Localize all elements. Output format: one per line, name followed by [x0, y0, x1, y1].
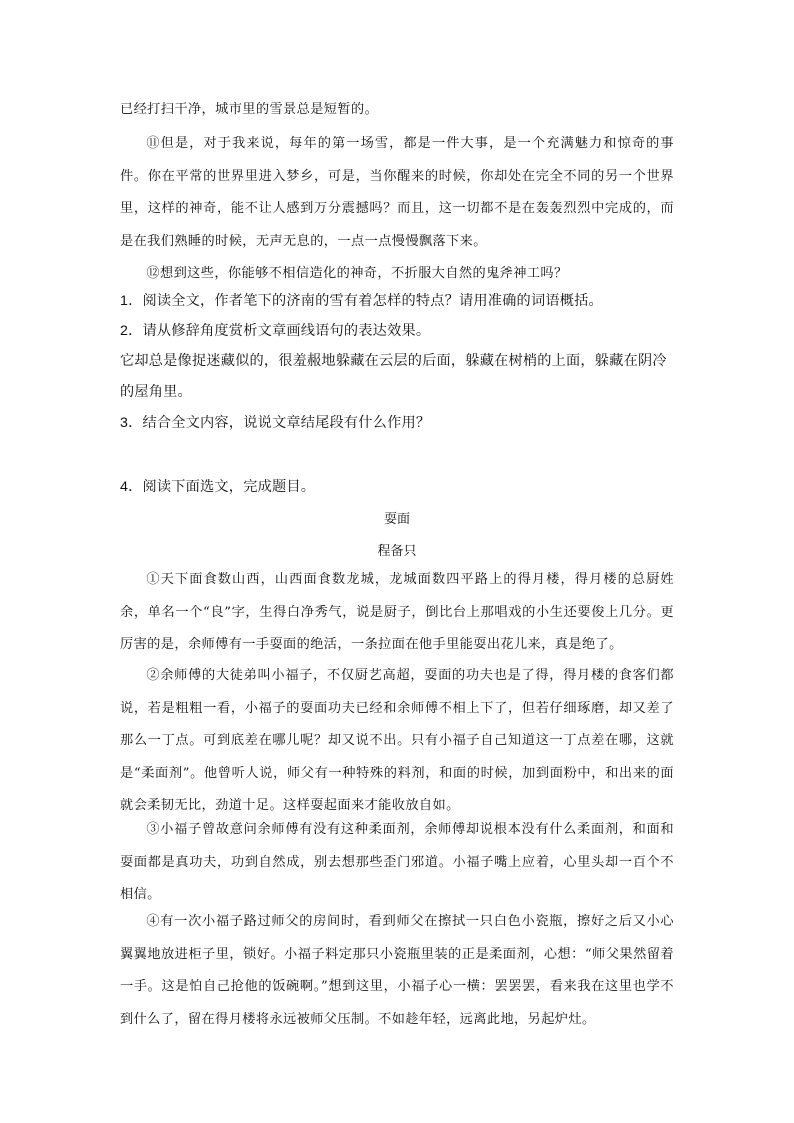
question-1: 1．阅读全文，作者笔下的济南的雪有着怎样的特点？请用准确的词语概括。 [120, 293, 603, 309]
question-2: 2．请从修辞角度赏析文章画线语句的表达效果。 [120, 323, 431, 339]
question-3: 3．结合全文内容，说说文章结尾段有什么作用？ [120, 415, 431, 431]
story-title: 耍面 [383, 512, 410, 527]
paragraph-12: ⑫想到这些，你能够不相信造化的神奇，不折服大自然的鬼斧神工吗？ [146, 266, 568, 281]
story-author: 程备只 [377, 544, 417, 559]
story-paragraph-4: ④有一次小福子路过师父的房间时，看到师父在擦拭一只白色小瓷瓶，擦好之后又小心翼翼地放进柜子里，锁好。小福子料定那只小瓷瓶里装的正是柔面剂，心想：“师父果然留着一手。这是怕自己抢他的饭碗啊。”想到这里，小福子心一横：罢罢罢，看来我在这里也学不到什么了，留在得月楼将永远被师父压制。不如趁年轻，远离此地，另起炉灶。 [120, 914, 674, 1027]
question-2-quote: 它却总是像捉迷藏似的，很羞赧地躲藏在云层的后面，躲藏在树梢的上面，躲藏在阴冷的屋角里。 [120, 353, 667, 400]
story-paragraph-1: ①天下面食数山西，山西面食数龙城，龙城面数四平路上的得月楼，得月楼的总厨姓余，单名一个“良”字，生得白净秀气，说是厨子，倒比台上那唱戏的小生还要俊上几分。更厉害的是，余师傅有一手耍面的绝活，一条拉面在他手里能耍出花儿来，真是绝了。 [120, 572, 674, 653]
story-paragraph-2: ②余师傅的大徒弟叫小福子，不仅厨艺高超，耍面的功夫也是了得，得月楼的食客们都说，若是粗粗一看，小福子的耍面功夫已经和余师傅不相上下了，但若仔细琢磨，却又差了那么一丁点。可到底差在哪儿呢？却又说不出。只有小福子自己知道这一丁点差在哪，这就是“柔面剂”。他曾听人说，师父有一种特殊的料剂，和面的时候，加到面粉中，和出来的面就会柔韧无比，劲道十足。这样耍起面来才能收放自如。 [120, 668, 674, 814]
question-4: 4．阅读下面选文，完成题目。 [120, 479, 316, 495]
paragraph-10-tail: 已经打扫干净，城市里的雪景总是短暂的。 [120, 102, 379, 117]
story-paragraph-3: ③小福子曾故意问余师傅有没有这种柔面剂，余师傅却说根本没有什么柔面剂，和面和耍面都是真功夫，功到自然成，别去想那些歪门邪道。小福子嘴上应着，心里头却一百个不相信。 [120, 822, 674, 903]
paragraph-11: ⑪但是，对于我来说，每年的第一场雪，都是一件大事，是一个充满魅力和惊奇的事件。你在平常的世界里进入梦乡，可是，当你醒来的时候，你却处在完全不同的另一个世界里，这样的神奇，能不让人感到万分震撼吗？而且，这一切都不是在轰轰烈烈中完成的，而是在我们熟睡的时候，无声无息的，一点一点慢慢飘落下来。 [120, 136, 674, 249]
